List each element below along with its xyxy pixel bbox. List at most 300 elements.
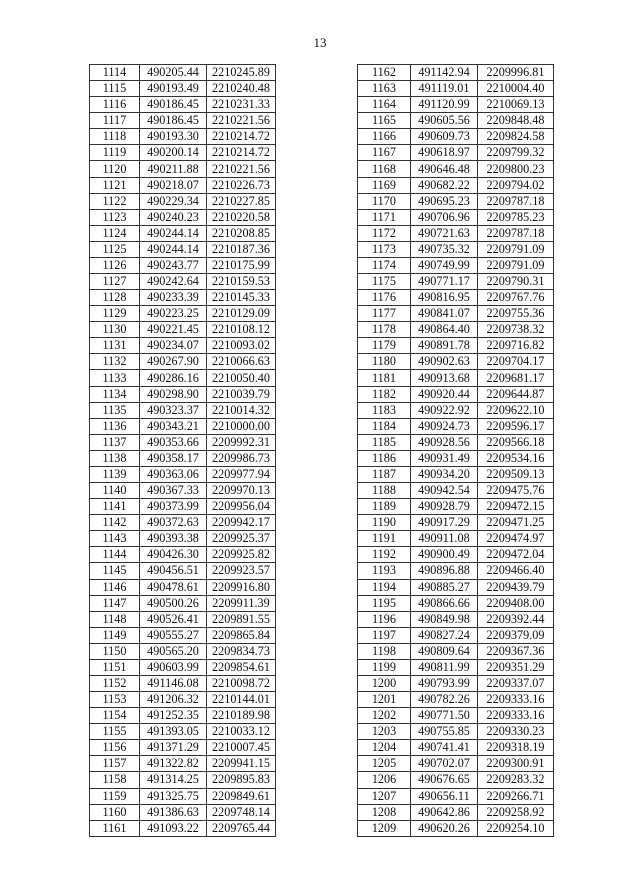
point-number-cell: 1203 (358, 724, 411, 740)
table-row (358, 772, 554, 788)
y-coordinate-cell: 2209475.76 (478, 483, 554, 499)
x-coordinate-cell: 491393.05 (140, 724, 207, 740)
y-coordinate-cell: 2209956.04 (207, 499, 276, 515)
x-coordinate-cell: 490343.21 (140, 418, 207, 434)
x-coordinate-cell: 490426.30 (140, 547, 207, 563)
y-coordinate-cell: 2209392.44 (478, 611, 554, 627)
point-number-cell: 1137 (90, 434, 140, 450)
x-coordinate-cell: 491142.94 (411, 65, 478, 81)
table-row (358, 434, 554, 450)
table-row (358, 306, 554, 322)
point-number-cell: 1169 (358, 177, 411, 193)
table-row (358, 531, 554, 547)
table-row (358, 611, 554, 627)
y-coordinate-cell: 2209970.13 (207, 483, 276, 499)
y-coordinate-cell: 2210159.53 (207, 274, 276, 290)
point-number-cell: 1119 (90, 145, 140, 161)
x-coordinate-cell: 490478.61 (140, 579, 207, 595)
point-number-cell: 1141 (90, 499, 140, 515)
y-coordinate-cell: 2209790.31 (478, 274, 554, 290)
x-coordinate-cell: 490695.23 (411, 193, 478, 209)
table-row (358, 113, 554, 129)
x-coordinate-cell: 490741.41 (411, 740, 478, 756)
y-coordinate-cell: 2210004.40 (478, 81, 554, 97)
x-coordinate-cell: 490565.20 (140, 643, 207, 659)
table-row (90, 563, 276, 579)
table-row (358, 515, 554, 531)
table-row (358, 659, 554, 675)
y-coordinate-cell: 2209854.61 (207, 659, 276, 675)
y-coordinate-cell: 2209471.25 (478, 515, 554, 531)
x-coordinate-cell: 490353.66 (140, 434, 207, 450)
x-coordinate-cell: 491386.63 (140, 804, 207, 820)
point-number-cell: 1179 (358, 338, 411, 354)
table-row (358, 579, 554, 595)
x-coordinate-cell: 491120.99 (411, 97, 478, 113)
table-row (358, 193, 554, 209)
x-coordinate-cell: 490866.66 (411, 595, 478, 611)
point-number-cell: 1175 (358, 274, 411, 290)
y-coordinate-cell: 2210066.63 (207, 354, 276, 370)
point-number-cell: 1186 (358, 450, 411, 466)
table-row (90, 643, 276, 659)
point-number-cell: 1190 (358, 515, 411, 531)
point-number-cell: 1159 (90, 788, 140, 804)
table-row (90, 611, 276, 627)
x-coordinate-cell: 490656.11 (411, 788, 478, 804)
y-coordinate-cell: 2210231.33 (207, 97, 276, 113)
x-coordinate-cell: 491322.82 (140, 756, 207, 772)
table-row (90, 145, 276, 161)
table-row (358, 547, 554, 563)
point-number-cell: 1182 (358, 386, 411, 402)
table-row (90, 595, 276, 611)
x-coordinate-cell: 491252.35 (140, 708, 207, 724)
y-coordinate-cell: 2209800.23 (478, 161, 554, 177)
x-coordinate-cell: 490642.86 (411, 804, 478, 820)
x-coordinate-cell: 490323.37 (140, 402, 207, 418)
y-coordinate-cell: 2209681.17 (478, 370, 554, 386)
y-coordinate-cell: 2209318.19 (478, 740, 554, 756)
point-number-cell: 1171 (358, 209, 411, 225)
point-number-cell: 1164 (358, 97, 411, 113)
y-coordinate-cell: 2210129.09 (207, 306, 276, 322)
point-number-cell: 1167 (358, 145, 411, 161)
x-coordinate-cell: 490917.29 (411, 515, 478, 531)
x-coordinate-cell: 490367.33 (140, 483, 207, 499)
x-coordinate-cell: 490363.06 (140, 466, 207, 482)
table-row (358, 820, 554, 836)
x-coordinate-cell: 490193.49 (140, 81, 207, 97)
point-number-cell: 1174 (358, 257, 411, 273)
y-coordinate-cell: 2209765.44 (207, 820, 276, 836)
x-coordinate-cell: 491093.22 (140, 820, 207, 836)
table-row (358, 65, 554, 81)
y-coordinate-cell: 2210226.73 (207, 177, 276, 193)
table-row (358, 483, 554, 499)
y-coordinate-cell: 2209834.73 (207, 643, 276, 659)
table-row (90, 466, 276, 482)
y-coordinate-cell: 2209787.18 (478, 225, 554, 241)
point-number-cell: 1129 (90, 306, 140, 322)
table-row (90, 483, 276, 499)
point-number-cell: 1195 (358, 595, 411, 611)
y-coordinate-cell: 2209596.17 (478, 418, 554, 434)
x-coordinate-cell: 490500.26 (140, 595, 207, 611)
y-coordinate-cell: 2209704.17 (478, 354, 554, 370)
y-coordinate-cell: 2209509.13 (478, 466, 554, 482)
table-row (90, 675, 276, 691)
x-coordinate-cell: 490924.73 (411, 418, 478, 434)
table-row (358, 466, 554, 482)
y-coordinate-cell: 2209748.14 (207, 804, 276, 820)
y-coordinate-cell: 2210033.12 (207, 724, 276, 740)
table-row (358, 402, 554, 418)
y-coordinate-cell: 2210214.72 (207, 129, 276, 145)
point-number-cell: 1200 (358, 675, 411, 691)
table-row (90, 257, 276, 273)
table-row (90, 177, 276, 193)
table-row (90, 788, 276, 804)
x-coordinate-cell: 490928.79 (411, 499, 478, 515)
table-row (90, 547, 276, 563)
point-number-cell: 1205 (358, 756, 411, 772)
point-number-cell: 1176 (358, 290, 411, 306)
table-row (90, 274, 276, 290)
point-number-cell: 1136 (90, 418, 140, 434)
table-row (90, 161, 276, 177)
y-coordinate-cell: 2209911.39 (207, 595, 276, 611)
table-row (358, 643, 554, 659)
y-coordinate-cell: 2210098.72 (207, 675, 276, 691)
x-coordinate-cell: 490211.88 (140, 161, 207, 177)
table-row (358, 708, 554, 724)
y-coordinate-cell: 2209367.36 (478, 643, 554, 659)
point-number-cell: 1151 (90, 659, 140, 675)
x-coordinate-cell: 490229.34 (140, 193, 207, 209)
point-number-cell: 1118 (90, 129, 140, 145)
y-coordinate-cell: 2209895.83 (207, 772, 276, 788)
x-coordinate-cell: 490193.30 (140, 129, 207, 145)
point-number-cell: 1177 (358, 306, 411, 322)
x-coordinate-cell: 490885.27 (411, 579, 478, 595)
y-coordinate-cell: 2210214.72 (207, 145, 276, 161)
y-coordinate-cell: 2209622.10 (478, 402, 554, 418)
x-coordinate-cell: 490233.39 (140, 290, 207, 306)
point-number-cell: 1130 (90, 322, 140, 338)
x-coordinate-cell: 490242.64 (140, 274, 207, 290)
y-coordinate-cell: 2209767.76 (478, 290, 554, 306)
y-coordinate-cell: 2209996.81 (478, 65, 554, 81)
x-coordinate-cell: 490186.45 (140, 113, 207, 129)
table-row (358, 97, 554, 113)
table-row (90, 740, 276, 756)
point-number-cell: 1183 (358, 402, 411, 418)
point-number-cell: 1148 (90, 611, 140, 627)
table-row (90, 499, 276, 515)
table-row (358, 177, 554, 193)
coordinates-table-left (89, 64, 276, 837)
table-row (90, 820, 276, 836)
table-row (358, 627, 554, 643)
table-row (358, 322, 554, 338)
point-number-cell: 1163 (358, 81, 411, 97)
x-coordinate-cell: 491119.01 (411, 81, 478, 97)
table-row (90, 772, 276, 788)
y-coordinate-cell: 2210108.12 (207, 322, 276, 338)
y-coordinate-cell: 2209791.09 (478, 257, 554, 273)
y-coordinate-cell: 2210245.89 (207, 65, 276, 81)
y-coordinate-cell: 2209941.15 (207, 756, 276, 772)
x-coordinate-cell: 490456.51 (140, 563, 207, 579)
table-row (90, 386, 276, 402)
x-coordinate-cell: 490934.20 (411, 466, 478, 482)
table-row (358, 675, 554, 691)
y-coordinate-cell: 2209300.91 (478, 756, 554, 772)
y-coordinate-cell: 2209258.92 (478, 804, 554, 820)
point-number-cell: 1135 (90, 402, 140, 418)
x-coordinate-cell: 490298.90 (140, 386, 207, 402)
point-number-cell: 1199 (358, 659, 411, 675)
point-number-cell: 1184 (358, 418, 411, 434)
point-number-cell: 1172 (358, 225, 411, 241)
y-coordinate-cell: 2209644.87 (478, 386, 554, 402)
y-coordinate-cell: 2210000.00 (207, 418, 276, 434)
x-coordinate-cell: 490240.23 (140, 209, 207, 225)
x-coordinate-cell: 490620.26 (411, 820, 478, 836)
point-number-cell: 1147 (90, 595, 140, 611)
point-number-cell: 1178 (358, 322, 411, 338)
y-coordinate-cell: 2209824.58 (478, 129, 554, 145)
table-row (358, 354, 554, 370)
table-row (358, 418, 554, 434)
point-number-cell: 1196 (358, 611, 411, 627)
y-coordinate-cell: 2209923.57 (207, 563, 276, 579)
x-coordinate-cell: 490286.16 (140, 370, 207, 386)
point-number-cell: 1202 (358, 708, 411, 724)
y-coordinate-cell: 2209337.07 (478, 675, 554, 691)
point-number-cell: 1155 (90, 724, 140, 740)
x-coordinate-cell: 490186.45 (140, 97, 207, 113)
y-coordinate-cell: 2210221.56 (207, 161, 276, 177)
point-number-cell: 1165 (358, 113, 411, 129)
x-coordinate-cell: 490358.17 (140, 450, 207, 466)
table-row (358, 499, 554, 515)
table-row (90, 531, 276, 547)
table-row (90, 225, 276, 241)
point-number-cell: 1122 (90, 193, 140, 209)
table-row (90, 708, 276, 724)
point-number-cell: 1142 (90, 515, 140, 531)
point-number-cell: 1156 (90, 740, 140, 756)
point-number-cell: 1207 (358, 788, 411, 804)
x-coordinate-cell: 490234.07 (140, 338, 207, 354)
point-number-cell: 1133 (90, 370, 140, 386)
x-coordinate-cell: 490782.26 (411, 692, 478, 708)
point-number-cell: 1192 (358, 547, 411, 563)
point-number-cell: 1160 (90, 804, 140, 820)
x-coordinate-cell: 490526.41 (140, 611, 207, 627)
y-coordinate-cell: 2210069.13 (478, 97, 554, 113)
point-number-cell: 1193 (358, 563, 411, 579)
y-coordinate-cell: 2210221.56 (207, 113, 276, 129)
point-number-cell: 1143 (90, 531, 140, 547)
x-coordinate-cell: 490702.07 (411, 756, 478, 772)
y-coordinate-cell: 2209566.18 (478, 434, 554, 450)
table-row (90, 193, 276, 209)
table-row (358, 724, 554, 740)
y-coordinate-cell: 2210145.33 (207, 290, 276, 306)
y-coordinate-cell: 2209439.79 (478, 579, 554, 595)
x-coordinate-cell: 490200.14 (140, 145, 207, 161)
x-coordinate-cell: 490931.49 (411, 450, 478, 466)
y-coordinate-cell: 2209925.37 (207, 531, 276, 547)
point-number-cell: 1204 (358, 740, 411, 756)
table-row (90, 209, 276, 225)
table-row (358, 692, 554, 708)
table-row (358, 241, 554, 257)
y-coordinate-cell: 2209534.16 (478, 450, 554, 466)
y-coordinate-cell: 2209266.71 (478, 788, 554, 804)
point-number-cell: 1125 (90, 241, 140, 257)
x-coordinate-cell: 490902.63 (411, 354, 478, 370)
table-row (90, 450, 276, 466)
x-coordinate-cell: 490920.44 (411, 386, 478, 402)
y-coordinate-cell: 2209755.36 (478, 306, 554, 322)
x-coordinate-cell: 490928.56 (411, 434, 478, 450)
x-coordinate-cell: 490771.17 (411, 274, 478, 290)
point-number-cell: 1117 (90, 113, 140, 129)
point-number-cell: 1115 (90, 81, 140, 97)
x-coordinate-cell: 490771.50 (411, 708, 478, 724)
table-row (90, 290, 276, 306)
y-coordinate-cell: 2210208.85 (207, 225, 276, 241)
table-row (90, 65, 276, 81)
x-coordinate-cell: 490373.99 (140, 499, 207, 515)
table-row (90, 434, 276, 450)
x-coordinate-cell: 490706.96 (411, 209, 478, 225)
table-row (90, 579, 276, 595)
x-coordinate-cell: 490205.44 (140, 65, 207, 81)
point-number-cell: 1152 (90, 675, 140, 691)
y-coordinate-cell: 2209925.82 (207, 547, 276, 563)
x-coordinate-cell: 490900.49 (411, 547, 478, 563)
point-number-cell: 1201 (358, 692, 411, 708)
x-coordinate-cell: 490864.40 (411, 322, 478, 338)
table-row (358, 290, 554, 306)
x-coordinate-cell: 490811.99 (411, 659, 478, 675)
x-coordinate-cell: 490603.99 (140, 659, 207, 675)
point-number-cell: 1149 (90, 627, 140, 643)
y-coordinate-cell: 2209472.15 (478, 499, 554, 515)
table-row (90, 354, 276, 370)
table-row (358, 161, 554, 177)
table-row (90, 659, 276, 675)
point-number-cell: 1185 (358, 434, 411, 450)
table-row (358, 338, 554, 354)
x-coordinate-cell: 490942.54 (411, 483, 478, 499)
point-number-cell: 1154 (90, 708, 140, 724)
y-coordinate-cell: 2209333.16 (478, 708, 554, 724)
x-coordinate-cell: 490922.92 (411, 402, 478, 418)
y-coordinate-cell: 2209916.80 (207, 579, 276, 595)
point-number-cell: 1123 (90, 209, 140, 225)
y-coordinate-cell: 2209330.23 (478, 724, 554, 740)
point-number-cell: 1146 (90, 579, 140, 595)
point-number-cell: 1138 (90, 450, 140, 466)
point-number-cell: 1132 (90, 354, 140, 370)
point-number-cell: 1197 (358, 627, 411, 643)
point-number-cell: 1150 (90, 643, 140, 659)
point-number-cell: 1134 (90, 386, 140, 402)
x-coordinate-cell: 490555.27 (140, 627, 207, 643)
page-number: 13 (313, 35, 327, 50)
x-coordinate-cell: 490609.73 (411, 129, 478, 145)
point-number-cell: 1157 (90, 756, 140, 772)
x-coordinate-cell: 491146.08 (140, 675, 207, 691)
x-coordinate-cell: 491314.25 (140, 772, 207, 788)
table-row (358, 81, 554, 97)
point-number-cell: 1209 (358, 820, 411, 836)
point-number-cell: 1120 (90, 161, 140, 177)
point-number-cell: 1114 (90, 65, 140, 81)
y-coordinate-cell: 2209738.32 (478, 322, 554, 338)
y-coordinate-cell: 2209787.18 (478, 193, 554, 209)
point-number-cell: 1128 (90, 290, 140, 306)
y-coordinate-cell: 2209849.61 (207, 788, 276, 804)
point-number-cell: 1139 (90, 466, 140, 482)
table-row (90, 129, 276, 145)
table-row (90, 804, 276, 820)
x-coordinate-cell: 491206.32 (140, 692, 207, 708)
y-coordinate-cell: 2209848.48 (478, 113, 554, 129)
y-coordinate-cell: 2209785.23 (478, 209, 554, 225)
table-row (90, 627, 276, 643)
x-coordinate-cell: 490809.64 (411, 643, 478, 659)
table-row (90, 515, 276, 531)
table-row (358, 145, 554, 161)
point-number-cell: 1140 (90, 483, 140, 499)
x-coordinate-cell: 490849.98 (411, 611, 478, 627)
y-coordinate-cell: 2210014.32 (207, 402, 276, 418)
table-row (358, 804, 554, 820)
y-coordinate-cell: 2210007.45 (207, 740, 276, 756)
table-row (358, 386, 554, 402)
table-row (90, 241, 276, 257)
x-coordinate-cell: 490676.65 (411, 772, 478, 788)
table-row (90, 81, 276, 97)
y-coordinate-cell: 2209794.02 (478, 177, 554, 193)
x-coordinate-cell: 490793.99 (411, 675, 478, 691)
point-number-cell: 1206 (358, 772, 411, 788)
table-row (90, 306, 276, 322)
x-coordinate-cell: 490755.85 (411, 724, 478, 740)
point-number-cell: 1162 (358, 65, 411, 81)
table-row (358, 370, 554, 386)
x-coordinate-cell: 490244.14 (140, 241, 207, 257)
x-coordinate-cell: 491325.75 (140, 788, 207, 804)
x-coordinate-cell: 490218.07 (140, 177, 207, 193)
table-row (90, 113, 276, 129)
x-coordinate-cell: 490816.95 (411, 290, 478, 306)
point-number-cell: 1180 (358, 354, 411, 370)
table-row (90, 97, 276, 113)
y-coordinate-cell: 2209283.32 (478, 772, 554, 788)
table-row (358, 225, 554, 241)
point-number-cell: 1116 (90, 97, 140, 113)
y-coordinate-cell: 2209992.31 (207, 434, 276, 450)
table-row (358, 595, 554, 611)
